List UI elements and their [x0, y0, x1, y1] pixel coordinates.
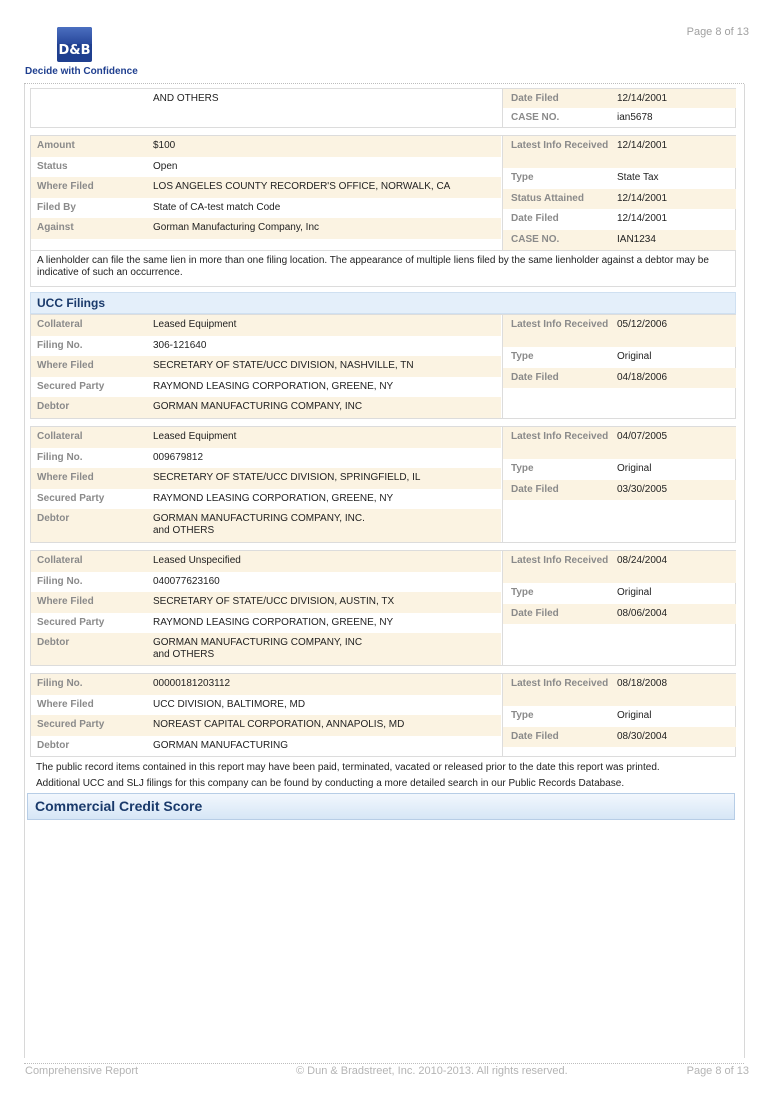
field-value: 12/14/2001	[617, 213, 668, 224]
field-value: IAN1234	[617, 234, 656, 245]
field-value: $100	[153, 140, 176, 151]
field-value: Open	[153, 161, 178, 172]
field-value-line: GORMAN MANUFACTURING COMPANY, INC.	[153, 513, 365, 524]
field-label: Status	[37, 161, 68, 172]
field-value	[153, 637, 498, 661]
field-value: 12/14/2001	[617, 140, 668, 151]
field-value: 00000181203112	[153, 678, 231, 689]
lien-note: A lienholder can file the same lien in more than one filing location. The appearance of multiple liens filed by the same lienholder against a debtor may be indicative of such an occurrence.	[37, 255, 709, 278]
field-value: Original	[617, 710, 652, 721]
ucc-filing-block	[30, 426, 736, 543]
field-value: State of CA-test match Code	[153, 202, 281, 213]
field-value: 08/18/2008	[617, 678, 668, 689]
field-value: 306-121640	[153, 340, 207, 351]
field-value-line: GORMAN MANUFACTURING COMPANY, INC	[153, 637, 363, 648]
field-label: Type	[511, 463, 534, 474]
field-value: 009679812	[153, 452, 204, 463]
field-label: Latest Info Received	[511, 140, 609, 151]
field-value: RAYMOND LEASING CORPORATION, GREENE, NY	[153, 493, 394, 504]
field-label: Where Filed	[37, 699, 94, 710]
field-value: Leased Equipment	[153, 431, 237, 442]
debtor-continued: AND OTHERS	[153, 93, 219, 104]
ucc-filing-block	[30, 314, 736, 419]
field-value: 12/14/2001	[617, 193, 668, 204]
field-label: Secured Party	[37, 381, 105, 392]
ucc-section-header	[30, 292, 736, 314]
field-label: Debtor	[37, 740, 70, 751]
field-value: Gorman Manufacturing Company, Inc	[153, 222, 320, 233]
field-value: LOS ANGELES COUNTY RECORDER'S OFFICE, NORWALK, CA	[153, 181, 451, 192]
field-value: Original	[617, 351, 652, 362]
field-label: Filing No.	[37, 678, 83, 689]
field-label: Where Filed	[37, 360, 94, 371]
field-label: Type	[511, 172, 534, 183]
logo-text: D&B	[58, 43, 91, 58]
field-value: 08/06/2004	[617, 608, 668, 619]
field-value: SECRETARY OF STATE/UCC DIVISION, NASHVILLE, TN	[153, 360, 414, 371]
field-value: UCC DIVISION, BALTIMORE, MD	[153, 699, 306, 710]
field-label: Date Filed	[511, 731, 559, 742]
field-label: Date Filed	[511, 93, 559, 104]
field-value: Leased Unspecified	[153, 555, 241, 566]
additional-filings-note: Additional UCC and SLJ filings for this company can be found by conducting a more detailed search in our Public Records Database.	[36, 778, 625, 789]
field-value: 08/24/2004	[617, 555, 668, 566]
field-label: Debtor	[37, 637, 70, 648]
field-label: Date Filed	[511, 608, 559, 619]
field-value: Leased Equipment	[153, 319, 237, 330]
field-value: ian5678	[617, 112, 653, 123]
field-value: 04/18/2006	[617, 372, 668, 383]
field-value: RAYMOND LEASING CORPORATION, GREENE, NY	[153, 381, 394, 392]
field-value: 03/30/2005	[617, 484, 668, 495]
field-label: Type	[511, 710, 534, 721]
field-label: CASE NO.	[511, 112, 560, 123]
ucc-filing-block	[30, 550, 736, 666]
field-value: GORMAN MANUFACTURING	[153, 740, 288, 751]
field-label: Debtor	[37, 513, 70, 524]
field-value: NOREAST CAPITAL CORPORATION, ANNAPOLIS, MD	[153, 719, 405, 730]
field-label: Secured Party	[37, 719, 105, 730]
field-label: Collateral	[37, 431, 83, 442]
field-label: Latest Info Received	[511, 678, 609, 689]
field-value: SECRETARY OF STATE/UCC DIVISION, SPRINGFIELD, IL	[153, 472, 421, 483]
field-label: Latest Info Received	[511, 431, 609, 442]
field-label: Where Filed	[37, 596, 94, 607]
field-value: SECRETARY OF STATE/UCC DIVISION, AUSTIN, TX	[153, 596, 395, 607]
field-label: Against	[37, 222, 74, 233]
field-value: 12/14/2001	[617, 93, 668, 104]
field-value-line: and OTHERS	[153, 649, 215, 660]
field-value: Original	[617, 463, 652, 474]
ucc-filing-block	[30, 673, 736, 757]
credit-score-section-header	[27, 793, 735, 820]
field-label: Date Filed	[511, 372, 559, 383]
field-value: 08/30/2004	[617, 731, 668, 742]
field-label: Where Filed	[37, 181, 94, 192]
field-value: 040077623160	[153, 576, 220, 587]
field-label: CASE NO.	[511, 234, 560, 245]
footer-divider	[24, 1063, 744, 1064]
field-label: Where Filed	[37, 472, 94, 483]
field-label: Date Filed	[511, 484, 559, 495]
field-value: Original	[617, 587, 652, 598]
lien-continued-block	[30, 88, 736, 128]
field-label: Type	[511, 351, 534, 362]
field-label: Date Filed	[511, 213, 559, 224]
field-label: Latest Info Received	[511, 555, 609, 566]
field-label: Type	[511, 587, 534, 598]
field-label: Collateral	[37, 319, 83, 330]
dnb-logo	[57, 27, 92, 62]
section-title: UCC Filings	[37, 296, 105, 310]
field-value: 05/12/2006	[617, 319, 668, 330]
footer-copyright: © Dun & Bradstreet, Inc. 2010-2013. All rights reserved.	[296, 1065, 568, 1077]
field-label: Status Attained	[511, 193, 584, 204]
field-value	[153, 513, 498, 537]
field-label: Filing No.	[37, 576, 83, 587]
field-value: State Tax	[617, 172, 659, 183]
public-record-note: The public record items contained in this report may have been paid, terminated, vacated or released prior to the date this report was printed.	[36, 762, 660, 773]
field-value-line: and OTHERS	[153, 525, 215, 536]
field-label: Filing No.	[37, 340, 83, 351]
lien-block	[30, 135, 736, 287]
field-value: 04/07/2005	[617, 431, 668, 442]
top-divider	[24, 83, 744, 84]
page-indicator: Page 8 of 13	[686, 26, 749, 38]
field-label: Filing No.	[37, 452, 83, 463]
field-label: Debtor	[37, 401, 70, 412]
field-label: Collateral	[37, 555, 83, 566]
field-value: GORMAN MANUFACTURING COMPANY, INC	[153, 401, 363, 412]
field-label: Secured Party	[37, 493, 105, 504]
section-title: Commercial Credit Score	[35, 798, 203, 814]
footer-page-indicator: Page 8 of 13	[686, 1065, 749, 1077]
field-label: Secured Party	[37, 617, 105, 628]
field-label: Latest Info Received	[511, 319, 609, 330]
field-label: Amount	[37, 140, 75, 151]
field-value: RAYMOND LEASING CORPORATION, GREENE, NY	[153, 617, 394, 628]
field-label: Filed By	[37, 202, 76, 213]
footer-report-name: Comprehensive Report	[25, 1065, 139, 1077]
tagline: Decide with Confidence	[25, 66, 138, 77]
